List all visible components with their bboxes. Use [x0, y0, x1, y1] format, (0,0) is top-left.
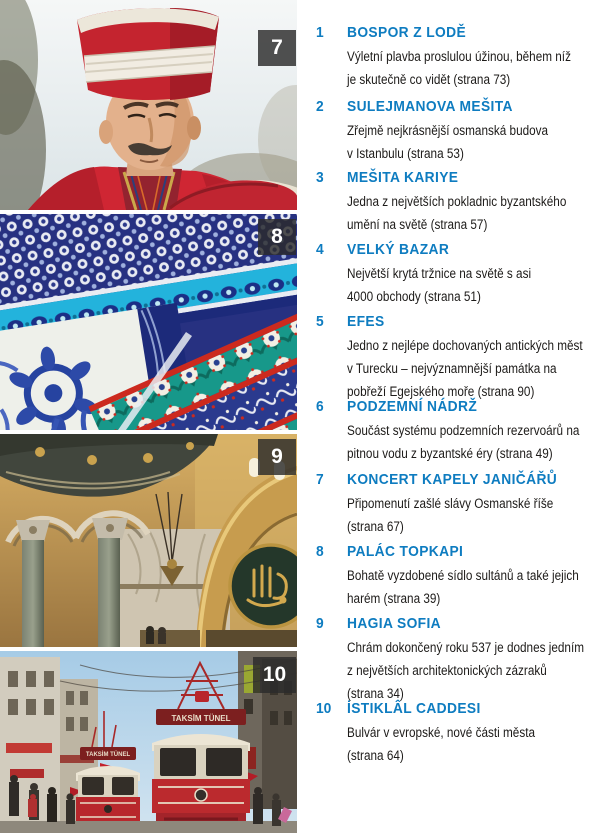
- item-text-line: Bohatě vyzdobené sídlo sultánů a také jejich: [347, 568, 579, 583]
- item-number: 8: [316, 543, 324, 560]
- item-text-line: 4000 obchody (strana 51): [347, 289, 481, 304]
- item-text-line: Jedno z nejlépe dochovaných antických měst: [347, 338, 583, 353]
- item-title: EFES: [347, 313, 385, 330]
- item-text-line: Jedna z největších pokladnic byzantského: [347, 194, 567, 209]
- item-text-line: pobřeží Egejského moře (strana 90): [347, 384, 535, 399]
- photo-hagia-sofia: [0, 434, 297, 647]
- item-text-line: je skutečně co vidět (strana 73): [347, 72, 511, 87]
- item-number: 6: [316, 398, 324, 415]
- janissary-illustration: [0, 0, 297, 210]
- item-text-line: umění na světě (strana 57): [347, 217, 488, 232]
- item-title: KONCERT KAPELY JANIČÁŘŮ: [347, 471, 558, 488]
- item-text-line: (strana 67): [347, 519, 404, 534]
- item-number: 7: [316, 471, 324, 488]
- toc-item-1: [316, 24, 600, 91]
- badge-number: 9: [271, 445, 283, 468]
- item-text-line: v Istanbulu (strana 53): [347, 146, 464, 161]
- item-text-line: v Turecku – nejvýznamnější památka na: [347, 361, 557, 376]
- item-text-line: (strana 34): [347, 686, 404, 701]
- photo-iznik-tiles: [0, 214, 297, 430]
- photo-number-badge: [253, 657, 296, 693]
- item-text-line: Chrám dokončený roku 537 je dodnes jedním: [347, 640, 585, 655]
- photo-number-badge: [258, 219, 296, 255]
- item-title: HAGIA SOFIA: [347, 615, 442, 632]
- toc-item-9: [316, 615, 600, 705]
- toc-item-7: [316, 471, 584, 538]
- item-text-line: Připomenutí zašlé slávy Osmanské říše: [347, 496, 554, 511]
- item-number: 5: [316, 313, 324, 330]
- item-text-line: harém (strana 39): [347, 591, 441, 606]
- item-number: 4: [316, 241, 324, 258]
- item-title: PODZEMNÍ NÁDRŽ: [347, 398, 478, 415]
- badge-number: 10: [262, 663, 287, 686]
- toc-item-4: [316, 241, 559, 308]
- toc-item-6: [316, 398, 600, 465]
- item-title: İSTIKLÂL CADDESI: [347, 700, 481, 717]
- item-text-line: Největší krytá tržnice na světě s asi: [347, 266, 532, 281]
- item-title: BOSPOR Z LODĚ: [347, 24, 467, 41]
- item-title: SULEJMANOVA MEŠITA: [347, 98, 513, 115]
- svg-text:TAKSİM TÜNEL: TAKSİM TÜNEL: [171, 714, 231, 723]
- toc-item-10: [316, 700, 563, 767]
- toc-item-2: [316, 98, 578, 165]
- interior-illustration: [0, 434, 297, 647]
- photo-number-badge: [258, 30, 296, 66]
- item-number: 1: [316, 24, 324, 41]
- item-title: PALÁC TOPKAPI: [347, 543, 464, 560]
- item-title: VELKÝ BAZAR: [347, 241, 450, 258]
- item-number: 9: [316, 615, 324, 632]
- tiles-illustration: [0, 214, 297, 430]
- item-text-line: Výletní plavba proslulou úžinou, během níž: [347, 49, 571, 64]
- item-text-line: Zřejmě nejkrásnější osmanská budova: [347, 123, 549, 138]
- toc-item-5: [316, 313, 600, 403]
- contents-list: [316, 0, 600, 833]
- item-text-line: Součást systému podzemních rezervoárů na: [347, 423, 580, 438]
- item-title: MEŠITA KARIYE: [347, 169, 459, 186]
- item-text-line: pitnou vodu z byzantské éry (strana 49): [347, 446, 553, 461]
- item-text-line: z největších architektonických zázraků: [347, 663, 547, 678]
- photo-istiklal-trams: [0, 651, 297, 833]
- badge-number: 8: [271, 225, 283, 248]
- toc-item-3: [316, 169, 599, 236]
- svg-text:TAKSİM TÜNEL: TAKSİM TÜNEL: [85, 752, 131, 758]
- photo-number-badge: [258, 439, 296, 475]
- item-number: 10: [316, 700, 332, 717]
- item-number: 3: [316, 169, 324, 186]
- badge-number: 7: [271, 36, 283, 59]
- toc-item-8: [316, 543, 600, 610]
- item-text-line: (strana 64): [347, 748, 404, 763]
- item-number: 2: [316, 98, 324, 115]
- photo-janissary: [0, 0, 297, 210]
- item-text-line: Bulvár v evropské, nové části města: [347, 725, 536, 740]
